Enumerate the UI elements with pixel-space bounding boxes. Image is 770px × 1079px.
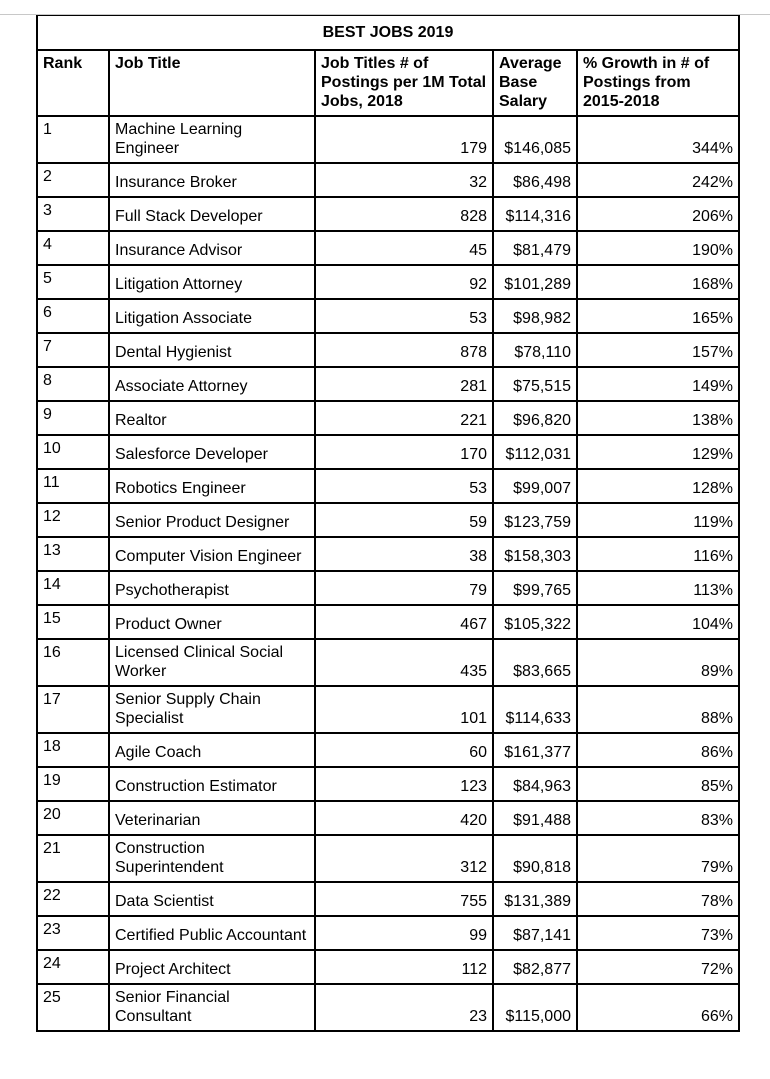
- postings-cell: 828: [315, 197, 493, 231]
- growth-cell: 73%: [577, 916, 739, 950]
- table-row: [37, 835, 739, 882]
- growth-cell: 88%: [577, 686, 739, 733]
- rank-cell: 23: [37, 916, 109, 950]
- growth-cell: 89%: [577, 639, 739, 686]
- table-row: [37, 197, 739, 231]
- job-title-cell: Computer Vision Engineer: [109, 537, 315, 571]
- job-title-cell: Insurance Broker: [109, 163, 315, 197]
- postings-cell: 32: [315, 163, 493, 197]
- column-header-growth: % Growth in # of Postings from 2015-2018: [577, 50, 739, 116]
- rank-cell: 6: [37, 299, 109, 333]
- rank-cell: 2: [37, 163, 109, 197]
- table-row: [37, 571, 739, 605]
- growth-cell: 104%: [577, 605, 739, 639]
- rank-cell: 8: [37, 367, 109, 401]
- growth-cell: 168%: [577, 265, 739, 299]
- postings-cell: 467: [315, 605, 493, 639]
- postings-cell: 92: [315, 265, 493, 299]
- growth-cell: 206%: [577, 197, 739, 231]
- salary-cell: $87,141: [493, 916, 577, 950]
- growth-cell: 157%: [577, 333, 739, 367]
- rank-cell: 11: [37, 469, 109, 503]
- salary-cell: $84,963: [493, 767, 577, 801]
- salary-cell: $86,498: [493, 163, 577, 197]
- job-title-cell: Construction Superintendent: [109, 835, 315, 882]
- salary-cell: $114,633: [493, 686, 577, 733]
- growth-cell: 138%: [577, 401, 739, 435]
- postings-cell: 755: [315, 882, 493, 916]
- table-row: [37, 367, 739, 401]
- table-row: [37, 231, 739, 265]
- rank-cell: 16: [37, 639, 109, 686]
- rank-cell: 7: [37, 333, 109, 367]
- postings-cell: 179: [315, 116, 493, 163]
- rank-cell: 17: [37, 686, 109, 733]
- salary-cell: $91,488: [493, 801, 577, 835]
- postings-cell: 101: [315, 686, 493, 733]
- postings-cell: 38: [315, 537, 493, 571]
- salary-cell: $112,031: [493, 435, 577, 469]
- table-row: [37, 299, 739, 333]
- table-row: [37, 401, 739, 435]
- job-title-cell: Licensed Clinical Social Worker: [109, 639, 315, 686]
- table-row: [37, 916, 739, 950]
- postings-cell: 878: [315, 333, 493, 367]
- column-header-rank: Rank: [37, 50, 109, 116]
- growth-cell: 85%: [577, 767, 739, 801]
- table-body: [37, 116, 739, 1031]
- job-title-cell: Certified Public Accountant: [109, 916, 315, 950]
- growth-cell: 190%: [577, 231, 739, 265]
- salary-cell: $101,289: [493, 265, 577, 299]
- table-row: [37, 333, 739, 367]
- growth-cell: 83%: [577, 801, 739, 835]
- table-row: [37, 801, 739, 835]
- job-title-cell: Agile Coach: [109, 733, 315, 767]
- salary-cell: $123,759: [493, 503, 577, 537]
- rank-cell: 25: [37, 984, 109, 1031]
- rank-cell: 14: [37, 571, 109, 605]
- best-jobs-table: [36, 14, 740, 1032]
- salary-cell: $115,000: [493, 984, 577, 1031]
- growth-cell: 129%: [577, 435, 739, 469]
- salary-cell: $83,665: [493, 639, 577, 686]
- growth-cell: 119%: [577, 503, 739, 537]
- title-row: [37, 15, 739, 50]
- header-row: [37, 50, 739, 116]
- rank-cell: 12: [37, 503, 109, 537]
- growth-cell: 165%: [577, 299, 739, 333]
- rank-cell: 22: [37, 882, 109, 916]
- postings-cell: 79: [315, 571, 493, 605]
- postings-cell: 435: [315, 639, 493, 686]
- growth-cell: 344%: [577, 116, 739, 163]
- job-title-cell: Senior Supply Chain Specialist: [109, 686, 315, 733]
- postings-cell: 123: [315, 767, 493, 801]
- growth-cell: 86%: [577, 733, 739, 767]
- growth-cell: 128%: [577, 469, 739, 503]
- job-title-cell: Insurance Advisor: [109, 231, 315, 265]
- growth-cell: 66%: [577, 984, 739, 1031]
- job-title-cell: Salesforce Developer: [109, 435, 315, 469]
- job-title-cell: Litigation Associate: [109, 299, 315, 333]
- salary-cell: $81,479: [493, 231, 577, 265]
- column-header-salary: Average Base Salary: [493, 50, 577, 116]
- rank-cell: 18: [37, 733, 109, 767]
- table-row: [37, 984, 739, 1031]
- growth-cell: 72%: [577, 950, 739, 984]
- salary-cell: $131,389: [493, 882, 577, 916]
- table-row: [37, 265, 739, 299]
- job-title-cell: Data Scientist: [109, 882, 315, 916]
- growth-cell: 242%: [577, 163, 739, 197]
- table-row: [37, 116, 739, 163]
- table-row: [37, 503, 739, 537]
- rank-cell: 20: [37, 801, 109, 835]
- salary-cell: $90,818: [493, 835, 577, 882]
- salary-cell: $146,085: [493, 116, 577, 163]
- table-row: [37, 163, 739, 197]
- growth-cell: 78%: [577, 882, 739, 916]
- salary-cell: $78,110: [493, 333, 577, 367]
- job-title-cell: Senior Financial Consultant: [109, 984, 315, 1031]
- salary-cell: $158,303: [493, 537, 577, 571]
- rank-cell: 9: [37, 401, 109, 435]
- table-title: BEST JOBS 2019: [37, 15, 739, 50]
- postings-cell: 420: [315, 801, 493, 835]
- rank-cell: 4: [37, 231, 109, 265]
- job-title-cell: Machine Learning Engineer: [109, 116, 315, 163]
- job-title-cell: Dental Hygienist: [109, 333, 315, 367]
- growth-cell: 79%: [577, 835, 739, 882]
- salary-cell: $82,877: [493, 950, 577, 984]
- salary-cell: $161,377: [493, 733, 577, 767]
- job-title-cell: Robotics Engineer: [109, 469, 315, 503]
- rank-cell: 3: [37, 197, 109, 231]
- postings-cell: 53: [315, 299, 493, 333]
- postings-cell: 281: [315, 367, 493, 401]
- job-title-cell: Associate Attorney: [109, 367, 315, 401]
- job-title-cell: Litigation Attorney: [109, 265, 315, 299]
- rank-cell: 19: [37, 767, 109, 801]
- table-row: [37, 469, 739, 503]
- postings-cell: 112: [315, 950, 493, 984]
- table-row: [37, 686, 739, 733]
- rank-cell: 15: [37, 605, 109, 639]
- table-row: [37, 767, 739, 801]
- growth-cell: 116%: [577, 537, 739, 571]
- salary-cell: $75,515: [493, 367, 577, 401]
- table-row: [37, 605, 739, 639]
- job-title-cell: Product Owner: [109, 605, 315, 639]
- job-title-cell: Realtor: [109, 401, 315, 435]
- postings-cell: 53: [315, 469, 493, 503]
- job-title-cell: Construction Estimator: [109, 767, 315, 801]
- salary-cell: $114,316: [493, 197, 577, 231]
- table-row: [37, 950, 739, 984]
- top-edge-line: [0, 14, 770, 15]
- table-row: [37, 435, 739, 469]
- salary-cell: $105,322: [493, 605, 577, 639]
- postings-cell: 23: [315, 984, 493, 1031]
- postings-cell: 99: [315, 916, 493, 950]
- table-row: [37, 537, 739, 571]
- postings-cell: 221: [315, 401, 493, 435]
- salary-cell: $99,765: [493, 571, 577, 605]
- postings-cell: 60: [315, 733, 493, 767]
- job-title-cell: Senior Product Designer: [109, 503, 315, 537]
- growth-cell: 149%: [577, 367, 739, 401]
- table-row: [37, 733, 739, 767]
- rank-cell: 24: [37, 950, 109, 984]
- job-title-cell: Project Architect: [109, 950, 315, 984]
- postings-cell: 45: [315, 231, 493, 265]
- table-row: [37, 882, 739, 916]
- salary-cell: $99,007: [493, 469, 577, 503]
- rank-cell: 13: [37, 537, 109, 571]
- salary-cell: $96,820: [493, 401, 577, 435]
- column-header-job-title: Job Title: [109, 50, 315, 116]
- postings-cell: 59: [315, 503, 493, 537]
- growth-cell: 113%: [577, 571, 739, 605]
- column-header-postings: Job Titles # of Postings per 1M Total Jobs, 2018: [315, 50, 493, 116]
- rank-cell: 21: [37, 835, 109, 882]
- rank-cell: 1: [37, 116, 109, 163]
- table-row: [37, 639, 739, 686]
- job-title-cell: Veterinarian: [109, 801, 315, 835]
- job-title-cell: Full Stack Developer: [109, 197, 315, 231]
- postings-cell: 312: [315, 835, 493, 882]
- job-title-cell: Psychotherapist: [109, 571, 315, 605]
- postings-cell: 170: [315, 435, 493, 469]
- rank-cell: 5: [37, 265, 109, 299]
- salary-cell: $98,982: [493, 299, 577, 333]
- rank-cell: 10: [37, 435, 109, 469]
